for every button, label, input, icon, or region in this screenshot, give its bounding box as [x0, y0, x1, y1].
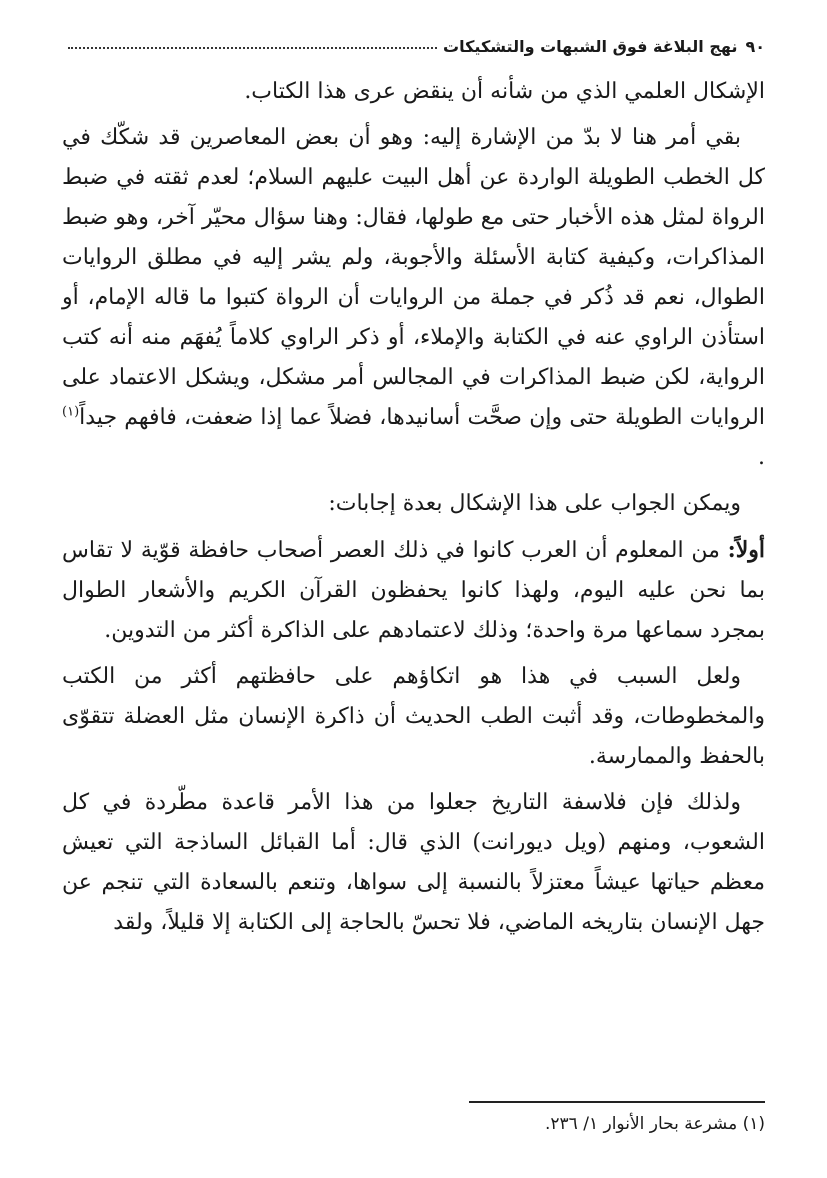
- footnote: (١) مشرعة بحار الأنوار ١/ ٢٣٦.: [545, 1114, 765, 1134]
- footnote-reference[interactable]: (١): [62, 404, 80, 420]
- paragraph: ولذلك فإن فلاسفة التاريخ جعلوا من هذا الأمر قاعدة مطّردة في كل الشعوب، ومنهم (ويل ديورانت) الذي قال: أما القبائل الساذجة التي تعيش معظم حياتها عيشاً معتزلاً بالنسبة إلى سواها، وتنعم بالسعادة التي تنجم عن جهل الإنسان بتاريخه الماضي، فلا تحسّ بالحاجة إلى الكتابة إلا قليلاً، ولقد: [62, 790, 765, 935]
- running-title: نهج البلاغة فوق الشبهات والتشكيكات: [443, 36, 738, 56]
- page-number: ٩٠: [745, 36, 765, 56]
- paragraph: أولاً: من المعلوم أن العرب كانوا في ذلك العصر أصحاب حافظة قوّية لا تقاس بما نحن عليه اليوم، ولهذا كانوا يحفظون القرآن الكريم والأشعار الطوال بمجرد سماعها مرة واحدة؛ وذلك لاعتمادهم على الذاكرة أكثر من التدوين.: [62, 537, 765, 643]
- body-text: [62, 72, 765, 943]
- paragraph: الإشكال العلمي الذي من شأنه أن ينقض عرى هذا الكتاب.: [244, 79, 765, 104]
- header-dot-leader: [68, 47, 437, 49]
- page-header: [62, 28, 765, 64]
- paragraph-lead: أولاً:: [727, 537, 765, 563]
- paragraph: بقي أمر هنا لا بدّ من الإشارة إليه: وهو أن بعض المعاصرين قد شكّك في كل الخطب الطويلة الواردة عن أهل البيت عليهم السلام؛ لعدم ثقته في ضبط الرواة لمثل هذه الأخبار حتى مع طولها، فقال: وهنا سؤال محيّر آخر، وهو ضبط المذاكرات، وكيفية كتابة الأسئلة والأجوبة، ولم يشر إليه في مطلق الروايات الطوال، نعم قد ذُكر في جملة من الروايات أن الرواة كتبوا ما قاله الإمام، أو استأذن الراوي عنه في الكتابة والإملاء، أو ذكر الراوي كلاماً يُفهَم منه أنه كتب الرواية، لكن ضبط المذاكرات في المجالس أمر مشكل، ويشكل الاعتماد على الروايات الطويلة حتى وإن صحَّت أسانيدها، فضلاً عما إذا ضعفت، فافهم جيداً$^{(١)}$ .: [62, 125, 765, 470]
- paragraph: ويمكن الجواب على هذا الإشكال بعدة إجابات:: [328, 491, 741, 516]
- footnote-separator: [469, 1101, 765, 1103]
- paragraph: ولعل السبب في هذا هو اتكاؤهم على حافظتهم أكثر من الكتب والمخطوطات، وقد أثبت الطب الحديث أن ذاكرة الإنسان مثل العضلة تتقوّى بالحفظ والممارسة.: [62, 664, 765, 769]
- book-page: [62, 28, 765, 949]
